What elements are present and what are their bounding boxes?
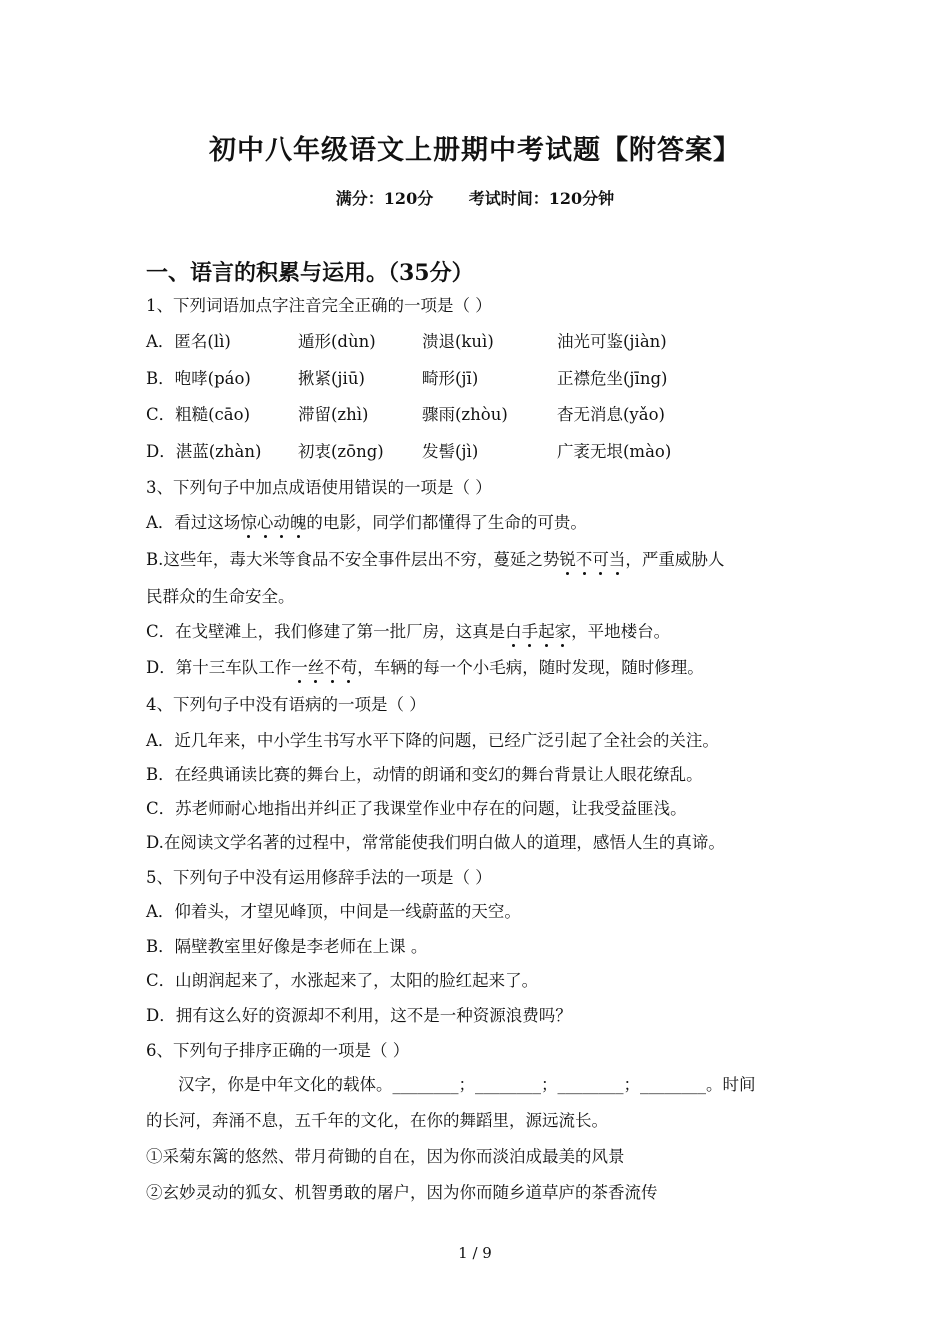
q1-option-cell: 畸形(jī) (422, 369, 479, 388)
question-1-stem: 1、下列词语加点字注音完全正确的一项是（ ） (146, 296, 492, 315)
q1-option-cell: 油光可鉴(jiàn) (557, 332, 667, 351)
section-heading: 一、语言的积累与运用。（35分） (146, 260, 474, 286)
q1-option-cell: D．湛蓝(zhàn) (146, 442, 262, 461)
q3-option-a (146, 513, 587, 533)
q1-option-cell: 揪紧(jiū) (298, 369, 365, 388)
dotted-char: 手 (521, 622, 539, 641)
dotted-char: 一 (291, 658, 308, 677)
q3-option-b (146, 550, 724, 570)
dotted-char: 魄 (289, 513, 307, 532)
dotted-idiom (291, 658, 357, 677)
page-number: 1 / 9 (458, 1244, 492, 1262)
q1-option-cell: C．粗糙(cāo) (146, 405, 251, 424)
q3-c-text: C．在戈壁滩上，我们修建了第一批厂房，这真是 (146, 622, 506, 641)
q3-b-text: B.这些年，毒大米等食品不安全事件层出不穷，蔓延之势 (146, 550, 560, 569)
q1-option-cell: A．匿名(lì) (146, 332, 231, 351)
q3-b-text-end: ，严重威胁人 (625, 550, 725, 569)
q1-option-cell: 溃退(kuì) (422, 332, 494, 351)
q4-option-b: B．在经典诵读比赛的舞台上，动情的朗诵和变幻的舞台背景让人眼花缭乱。 (146, 765, 703, 784)
full-score: 满分：120分 (335, 189, 434, 208)
dotted-char: 家 (554, 622, 572, 641)
q1-option-cell: 发髻(jì) (422, 442, 479, 461)
q4-option-d: D.在阅读文学名著的过程中，常常能使我们明白做人的道理，感悟人生的真谛。 (146, 833, 725, 852)
dotted-char: 动 (273, 513, 290, 532)
q6-item-1: ①采菊东篱的悠然、带月荷锄的自在，因为你而淡泊成最美的风景 (146, 1147, 625, 1166)
dotted-char: 当 (608, 550, 626, 569)
dotted-char: 心 (256, 513, 274, 532)
q3-option-d (146, 658, 704, 678)
q4-option-c: C．苏老师耐心地指出并纠正了我课堂作业中存在的问题，让我受益匪浅。 (146, 799, 687, 818)
page-title: 初中八年级语文上册期中考试题【附答案】 (209, 135, 741, 166)
q3-d-text: D．第十三车队工作 (146, 658, 292, 677)
dotted-char: 不 (324, 658, 341, 677)
dotted-char: 惊 (240, 513, 257, 532)
q3-a-text-end: 的电影，同学们都懂得了生命的可贵。 (306, 513, 587, 532)
q4-option-a: A．近几年来，中小学生书写水平下降的问题，已经广泛引起了全社会的关注。 (146, 731, 719, 750)
exam-time: 考试时间：120分钟 (468, 189, 615, 208)
q3-d-text-end: ，车辆的每一个小毛病，随时发现，随时修理。 (357, 658, 704, 677)
question-5-stem: 5、下列句子中没有运用修辞手法的一项是（ ） (146, 868, 492, 887)
dotted-char: 不 (575, 550, 593, 569)
q1-option-cell: B．咆哮(páo) (146, 369, 251, 388)
q3-a-text: A．看过这场 (146, 513, 241, 532)
exam-info (0, 186, 950, 209)
dotted-char: 可 (592, 550, 609, 569)
q6-item-2: ②玄妙灵动的狐女、机智勇敢的屠户，因为你而随乡道草庐的茶香流传 (146, 1183, 658, 1202)
question-6-stem: 6、下列句子排序正确的一项是（ ） (146, 1041, 410, 1060)
dotted-char: 起 (538, 622, 555, 641)
dotted-char: 锐 (559, 550, 576, 569)
q1-option-cell: 广袤无垠(mào) (557, 442, 672, 461)
q5-option-b: B．隔壁教室里好像是李老师在上课 。 (146, 937, 428, 956)
q5-option-d: D．拥有这么好的资源却不利用，这不是一种资源浪费吗？ (146, 1006, 572, 1025)
question-3-stem: 3、下列句子中加点成语使用错误的一项是（ ） (146, 478, 492, 497)
question-4-stem: 4、下列句子中没有语病的一项是（ ） (146, 695, 426, 714)
q3-c-text-end: ，平地楼台。 (571, 622, 671, 641)
q1-option-cell: 滞留(zhì) (298, 405, 369, 424)
q1-option-cell: 初衷(zōng) (298, 442, 384, 461)
q1-option-cell: 正襟危坐(jīng) (557, 369, 668, 388)
dotted-char: 苟 (340, 658, 358, 677)
q5-option-c: C．山朗润起来了，水涨起来了，太阳的脸红起来了。 (146, 971, 539, 990)
dotted-char: 白 (505, 622, 522, 641)
q5-option-a: A．仰着头，才望见峰顶，中间是一线蔚蓝的天空。 (146, 902, 521, 921)
dotted-idiom (559, 550, 625, 569)
q6-passage-line: 汉字，你是中年文化的载体。________；________；________；________。时间 (178, 1075, 756, 1094)
dotted-idiom (240, 513, 306, 532)
q3-option-c (146, 622, 670, 642)
q1-option-cell: 杳无消息(yǎo) (557, 405, 665, 424)
dotted-idiom (505, 622, 571, 641)
q1-option-cell: 骤雨(zhòu) (422, 405, 508, 424)
q6-passage-line: 的长河，奔涌不息，五千年的文化，在你的舞蹈里，源远流长。 (146, 1111, 608, 1130)
dotted-char: 丝 (307, 658, 325, 677)
q1-option-cell: 遁形(dùn) (298, 332, 376, 351)
q3-option-b-continued: 民群众的生命安全。 (146, 587, 295, 606)
